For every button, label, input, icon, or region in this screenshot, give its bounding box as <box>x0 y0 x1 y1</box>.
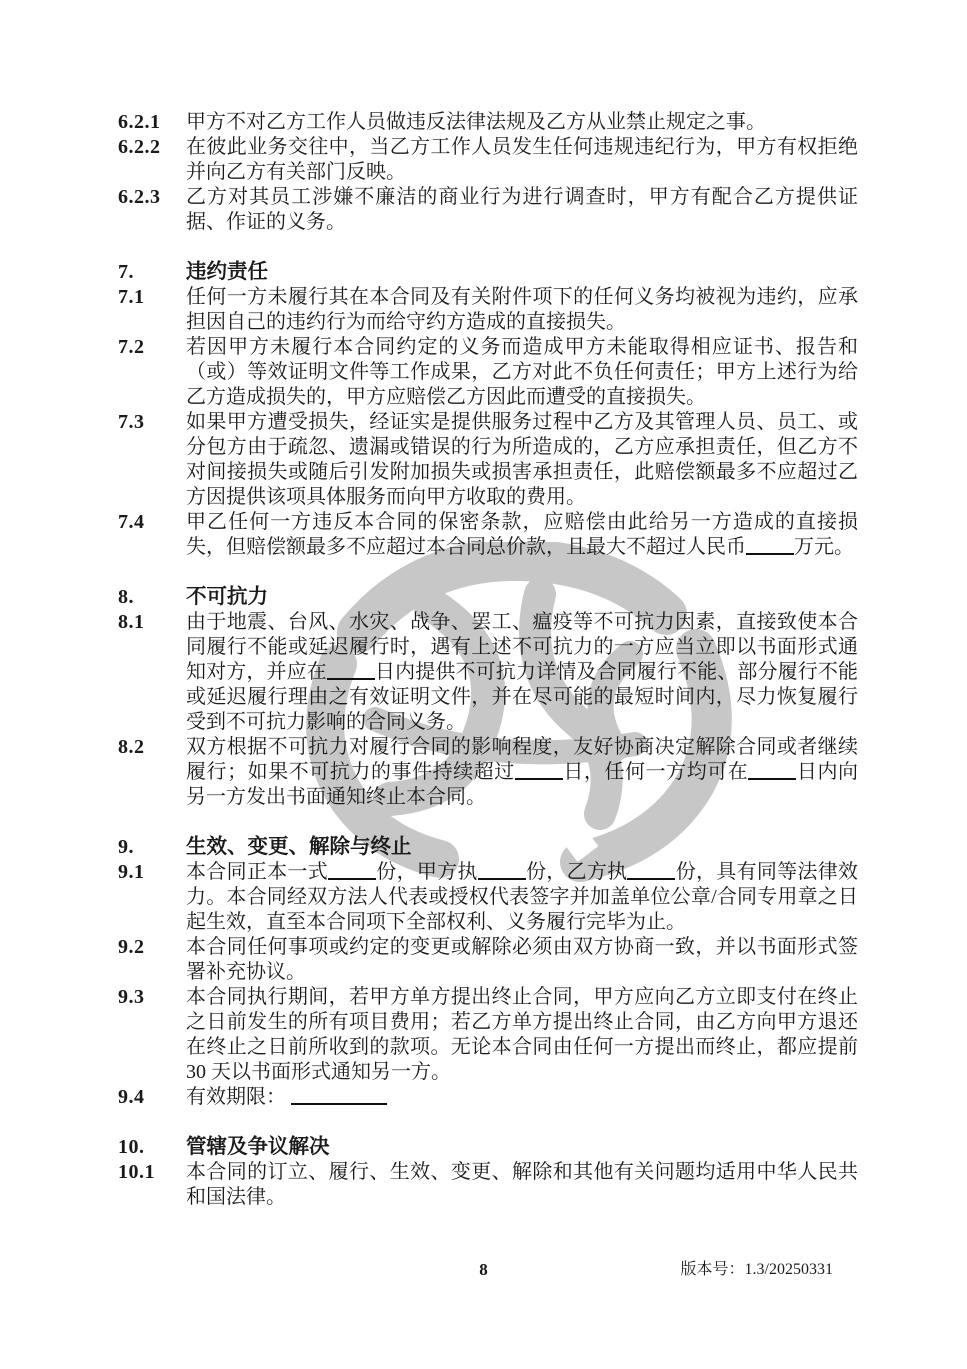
clause-number: 7.2 <box>118 336 145 358</box>
clause-text: 本合同任何事项或约定的变更或解除必须由双方协商一致，并以书面形式签署补充协议。 <box>186 936 858 983</box>
fill-in-blank <box>748 762 796 780</box>
clause-text: 若因甲方未履行本合同约定的义务而造成甲方未能取得相应证书、报告和（或）等效证明文件等工作成果，乙方对此不负任何责任；甲方上述行为给乙方造成损失的，甲方应赔偿乙方因此而遭受的直接损失。 <box>186 336 858 408</box>
clause-row <box>118 860 858 935</box>
clause-number: 7.3 <box>118 411 145 433</box>
page-footer <box>0 1258 967 1286</box>
fill-in-blank <box>515 762 563 780</box>
clause-row <box>118 185 858 235</box>
section-heading-row <box>118 1135 858 1160</box>
clause-number: 8.1 <box>118 611 145 633</box>
clause-number: 9.3 <box>118 986 145 1008</box>
clause-text: 由于地震、台风、水灾、战争、罢工、瘟疫等不可抗力因素，直接致使本合同履行不能或延迟履行时，遇有上述不可抗力的一方应当立即以书面形式通知对方，并应在 日内提供不可抗力详情及合同履行不能、部分履行不能或延迟履行理由之有效证明文件，并在尽可能的最短时间内，尽力恢复履行受到不可抗力影响的合同义务。 <box>186 611 859 733</box>
fill-in-blank <box>327 662 375 680</box>
clause-number: 9.1 <box>118 861 145 883</box>
clause-text: 生效、变更、解除与终止 <box>186 836 412 858</box>
clause-number: 7.4 <box>118 511 145 533</box>
clause-text: 双方根据不可抗力对履行合同的影响程度，友好协商决定解除合同或者继续履行；如果不可抗力的事件持续超过 日，任何一方均可在 日内向另一方发出书面通知终止本合同。 <box>186 736 859 808</box>
clause-row <box>118 935 858 985</box>
clause-text: 甲乙任何一方违反本合同的保密条款，应赔偿由此给另一方造成的直接损失，但赔偿额最多不应超过本合同总价款，且最大不超过人民币 万元。 <box>186 511 858 558</box>
clause-text: 任何一方未履行其在本合同及有关附件项下的任何义务均被视为违约，应承担因自己的违约行为而给守约方造成的直接损失。 <box>186 286 858 333</box>
page-number: 8 <box>479 1260 488 1279</box>
clause-text: 本合同执行期间，若甲方单方提出终止合同，甲方应向乙方立即支付在终止之日前发生的所有项目费用；若乙方单方提出终止合同，由乙方向甲方退还在终止之日前所收到的款项。无论本合同由任何一方提出而终止，都应提前 30 天以书面形式通知另一方。 <box>186 986 858 1083</box>
clause-number: 8.2 <box>118 736 145 758</box>
clause-row <box>118 735 858 810</box>
clause-text: 如果甲方遭受损失，经证实是提供服务过程中乙方及其管理人员、员工、或分包方由于疏忽、遗漏或错误的行为所造成的，乙方应承担责任，但乙方不对间接损失或随后引发附加损失或损害承担责任，此赔偿额最多不应超过乙方因提供该项具体服务而向甲方收取的费用。 <box>186 411 858 508</box>
clause-row <box>118 510 858 560</box>
version-label: 版本号：1.3/20250331 <box>680 1261 833 1278</box>
fill-in-blank <box>328 862 376 880</box>
fill-in-blank <box>627 862 675 880</box>
clause-text: 违约责任 <box>186 261 268 283</box>
clause-row <box>118 110 858 135</box>
clauses <box>118 110 858 1210</box>
clause-text: 本合同正本一式 份，甲方执 份，乙方执 份，具有同等法律效力。本合同经双方法人代表或授权代表签字并加盖单位公章/合同专用章之日起生效，直至本合同项下全部权利、义务履行完毕为止。 <box>186 861 859 933</box>
clause-number: 9.2 <box>118 936 145 958</box>
clause-number: 9.4 <box>118 1086 145 1108</box>
clause-text: 有效期限： <box>186 1085 858 1110</box>
clause-number: 6.2.2 <box>118 136 161 158</box>
clause-row <box>118 1085 858 1110</box>
clause-number: 8. <box>118 586 134 608</box>
clause-row <box>118 610 858 735</box>
fill-in-blank <box>478 862 526 880</box>
clause-row <box>118 985 858 1085</box>
clause-text: 本合同的订立、履行、生效、变更、解除和其他有关问题均适用中华人民共和国法律。 <box>186 1161 858 1208</box>
clause-text: 不可抗力 <box>186 586 268 608</box>
section-heading-row <box>118 835 858 860</box>
clause-number: 7.1 <box>118 286 145 308</box>
clause-number: 10.1 <box>118 1161 155 1183</box>
clause-row <box>118 335 858 410</box>
section-heading-row <box>118 260 858 285</box>
clause-text: 甲方不对乙方工作人员做违反法律法规及乙方从业禁止规定之事。 <box>186 111 766 133</box>
clause-row <box>118 1160 858 1210</box>
clause-text: 乙方对其员工涉嫌不廉洁的商业行为进行调查时，甲方有配合乙方提供证据、作证的义务。 <box>186 186 858 233</box>
clause-row <box>118 285 858 335</box>
clause-number: 6.2.3 <box>118 186 161 208</box>
fill-in-blank <box>291 1087 387 1105</box>
clause-number: 9. <box>118 836 134 858</box>
clause-text: 管辖及争议解决 <box>186 1136 330 1158</box>
clause-row <box>118 410 858 510</box>
clause-number: 10. <box>118 1136 145 1158</box>
fill-in-blank <box>746 537 794 555</box>
clause-number: 7. <box>118 261 134 283</box>
clause-number: 6.2.1 <box>118 111 161 133</box>
section-heading-row <box>118 585 858 610</box>
clause-row <box>118 135 858 185</box>
clause-text: 在彼此业务交往中，当乙方工作人员发生任何违规违纪行为，甲方有权拒绝并向乙方有关部门反映。 <box>186 136 858 183</box>
